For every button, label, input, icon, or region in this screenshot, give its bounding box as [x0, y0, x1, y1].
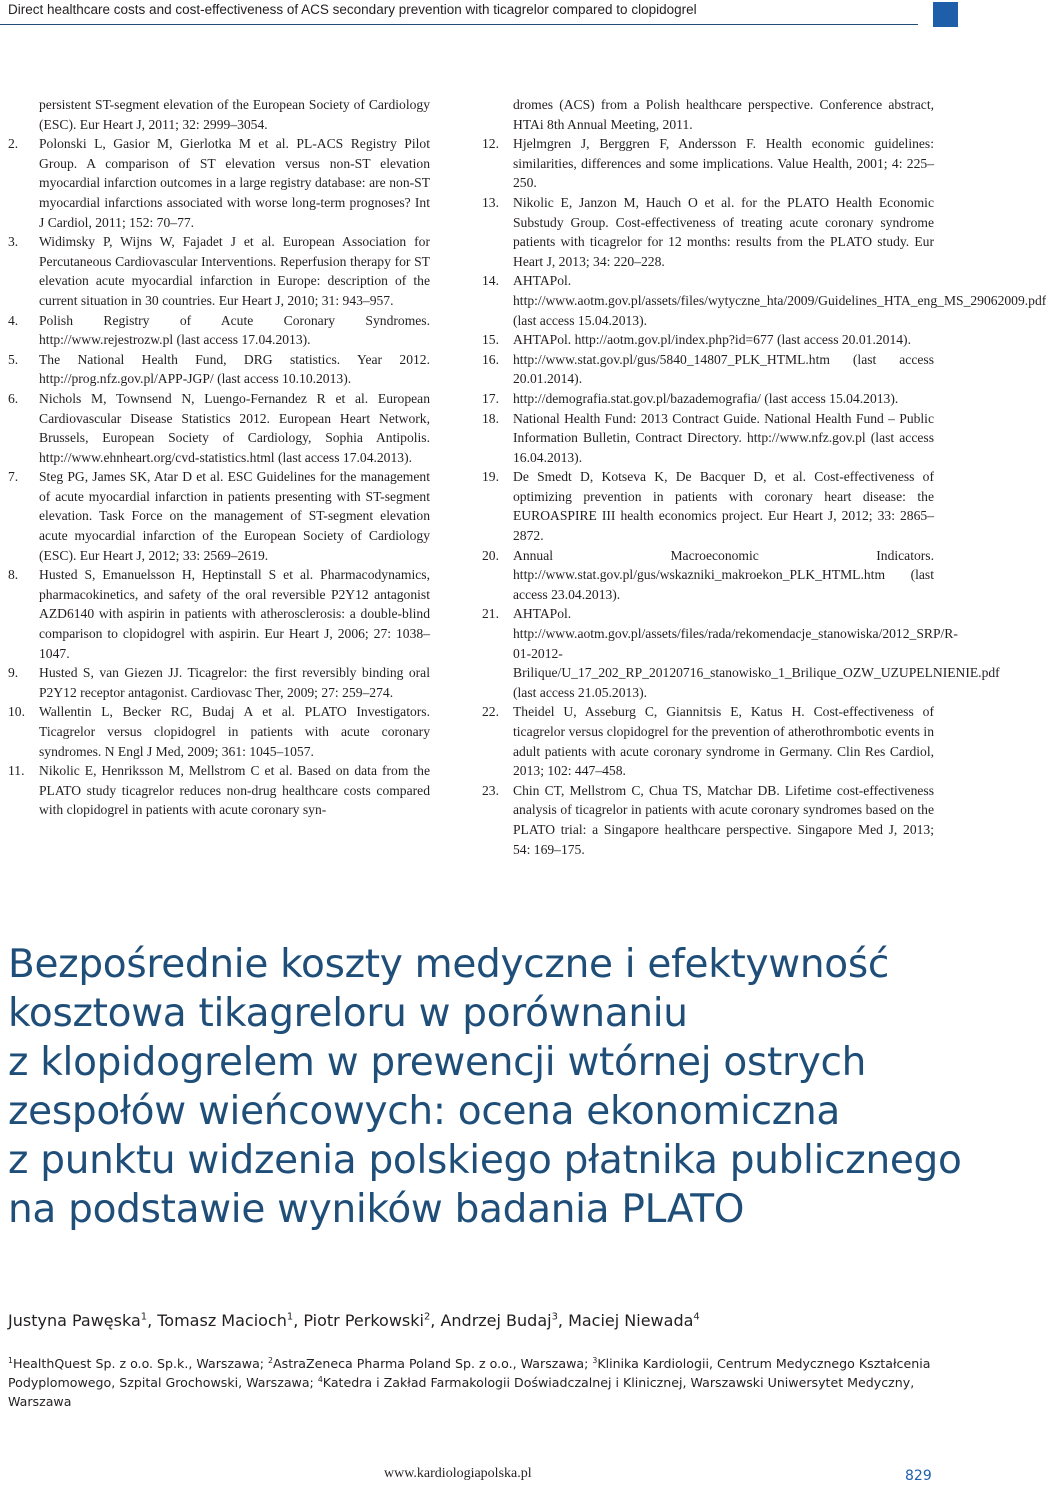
header-accent-square — [933, 2, 958, 27]
reference-item — [8, 761, 430, 820]
affiliation-text: AstraZeneca Pharma Poland Sp. z o.o., Warszawa; — [273, 1356, 593, 1371]
affiliation-mark: 4 — [317, 1374, 323, 1384]
polish-article-title — [8, 940, 962, 1234]
reference-number: 19. — [482, 469, 499, 485]
running-title: Direct healthcare costs and cost-effectiveness of ACS secondary prevention with ticagrelor compared to clopidogrel — [8, 2, 697, 17]
reference-item — [482, 271, 1046, 330]
affiliation-text: Klinika Kardiologii, Centrum Medycznego Kształcenia Podyplomowego, Szpital Grochowski, Warszawa; — [8, 1356, 931, 1390]
reference-number: 4. — [8, 312, 19, 328]
reference-number: 15. — [482, 332, 499, 348]
affiliation-mark: 2 — [268, 1355, 274, 1365]
reference-text: Chin CT, Mellstrom C, Chua TS, Matchar DB. Lifetime cost-effectiveness analysis of ticagrelor in patients with acute coronary syndromes based on the PLATO trial: a Singapore healthcare perspective. Singapore Med J, 2013; 54: 169–175. — [513, 782, 934, 857]
reference-number: 22. — [482, 704, 499, 720]
affiliation-mark: 3 — [592, 1355, 598, 1365]
author-name: Justyna Pawęska — [8, 1311, 141, 1330]
reference-number: 12. — [482, 136, 499, 152]
reference-text: Husted S, Emanuelsson H, Heptinstall S et al. Pharmacodynamics, pharmacokinetics, and safety of the oral reversible P2Y12 antagonist AZD6140 with aspirin in patients with atherosclerosis: a double-blind comparison to clopidogrel with aspirin. Eur Heart J, 2006; 27: 1038–1047. — [39, 567, 430, 661]
reference-text: AHTAPol. http://aotm.gov.pl/index.php?id=677 (last access 20.01.2014). — [513, 332, 911, 348]
author-affiliation-mark: 3 — [551, 1311, 558, 1323]
reference-text: dromes (ACS) from a Polish healthcare perspective. Conference abstract, HTAi 8th Annual Meeting, 2011. — [513, 97, 934, 132]
title-line: z klopidogrelem w prewencji wtórnej ostrych — [8, 1040, 867, 1085]
author-separator: , — [557, 1311, 569, 1330]
reference-item — [482, 467, 934, 545]
reference-text: Polish Registry of Acute Coronary Syndromes. http://www.rejestrozw.pl (last access 17.04.2013). — [39, 312, 430, 348]
reference-item — [8, 232, 430, 310]
references-left-column — [8, 95, 430, 820]
reference-number: 17. — [482, 390, 499, 406]
reference-text: Nichols M, Townsend N, Luengo-Fernandez R et al. European Cardiovascular Disease Statistics 2012. European Heart Network, Brussels, European Society of Cardiology, Sophia Antipolis. http://www.ehnheart.org/cvd-statistics.html (last access 17.04.2013). — [39, 390, 430, 465]
reference-text: Annual Macroeconomic Indicators. http://www.stat.gov.pl/gus/wskazniki_makroekon_PLK_HTML.htm (last access 23.04.2013). — [513, 547, 934, 602]
title-line: Bezpośrednie koszty medyczne i efektywność — [8, 942, 890, 987]
reference-item — [482, 409, 934, 468]
reference-text: Theidel U, Asseburg C, Giannitsis E, Katus H. Cost-effectiveness of ticagrelor versus clopidogrel for the prevention of atherothrombotic events in adult patients with acute coronary syndrome in Germany. Clin Res Cardiol, 2013; 102: 447–458. — [513, 704, 934, 779]
reference-number: 20. — [482, 547, 499, 563]
affiliation-text: HealthQuest Sp. z o.o. Sp.k., Warszawa; — [12, 1356, 269, 1371]
author-name: Maciej Niewada — [568, 1311, 694, 1330]
reference-text: http://www.stat.gov.pl/gus/5840_14807_PLK_HTML.htm (last access 20.01.2014). — [513, 351, 934, 387]
reference-item — [8, 702, 430, 761]
title-line: zespołów wieńcowych: ocena ekonomiczna — [8, 1089, 840, 1134]
title-line: kosztowa tikagreloru w porównaniu — [8, 991, 688, 1036]
reference-number: 8. — [8, 567, 19, 583]
reference-item — [482, 389, 934, 409]
author-affiliation-mark: 1 — [140, 1311, 148, 1323]
author-list — [8, 1311, 700, 1330]
reference-item — [8, 311, 430, 350]
reference-text: Nikolic E, Janzon M, Hauch O et al. for the PLATO Health Economic Substudy Group. Cost-effectiveness of treating acute coronary syndrome patients with ticagrelor for 12 months: results from the PLATO study. Eur Heart J, 2013; 34: 220–228. — [513, 194, 934, 269]
title-line: na podstawie wyników badania PLATO — [8, 1187, 745, 1232]
reference-item — [8, 350, 430, 389]
author-affiliation-mark: 4 — [693, 1311, 700, 1323]
reference-number: 5. — [8, 351, 19, 367]
reference-item — [482, 781, 934, 859]
author-name: Piotr Perkowski — [303, 1311, 424, 1330]
reference-item — [482, 95, 934, 134]
reference-number: 23. — [482, 782, 499, 798]
reference-item — [482, 134, 934, 193]
reference-item — [8, 95, 430, 134]
reference-item — [482, 350, 934, 389]
reference-text: Husted S, van Giezen JJ. Ticagrelor: the first reversibly binding oral P2Y12 receptor antagonist. Cardiovasc Ther, 2009; 27: 259–274. — [39, 665, 430, 700]
reference-item — [8, 565, 430, 663]
reference-number: 6. — [8, 390, 19, 406]
author-name: Tomasz Macioch — [157, 1311, 287, 1330]
reference-item — [8, 389, 430, 467]
reference-text: The National Health Fund, DRG statistics. Year 2012. http://prog.nfz.gov.pl/APP-JGP/ (last access 10.10.2013). — [39, 351, 430, 387]
reference-number: 14. — [482, 273, 499, 289]
reference-item — [8, 134, 430, 232]
affiliation-list — [8, 1354, 938, 1411]
reference-item — [482, 702, 934, 780]
author-affiliation-mark: 2 — [423, 1311, 431, 1323]
reference-number: 9. — [8, 665, 19, 681]
reference-text: Steg PG, James SK, Atar D et al. ESC Guidelines for the management of acute myocardial infarction in patients presenting with ST-segment elevation. Task Force on the management of ST-segment elevation acute myocardial infarction of the European Society of Cardiology (ESC). Eur Heart J, 2012; 33: 2569–2619. — [39, 469, 430, 563]
running-header — [0, 0, 960, 30]
reference-text: Widimsky P, Wijns W, Fajadet J et al. European Association for Percutaneous Cardiovascular Interventions. Reperfusion therapy for ST elevation acute myocardial infarction in Europe: description of the current situation in 30 countries. Eur Heart J, 2010; 31: 943–957. — [39, 234, 430, 308]
reference-item — [482, 546, 934, 605]
reference-number: 21. — [482, 606, 499, 622]
reference-number: 11. — [8, 763, 25, 779]
affiliation-text: Katedra i Zakład Farmakologii Doświadczalnej i Klinicznej, Warszawski Uniwersytet Medyczny, Warszawa — [8, 1375, 915, 1409]
reference-item — [482, 604, 1000, 702]
reference-number: 3. — [8, 234, 19, 250]
journal-url[interactable]: www.kardiologiapolska.pl — [384, 1466, 532, 1481]
reference-number: 10. — [8, 704, 25, 720]
reference-text: Hjelmgren J, Berggren F, Andersson F. Health economic guidelines: similarities, differences and some implications. Value Health, 2001; 4: 225–250. — [513, 136, 934, 191]
author-separator: , — [430, 1311, 441, 1330]
author-name: Andrzej Budaj — [440, 1311, 552, 1330]
reference-number: 2. — [8, 136, 19, 152]
reference-item — [482, 330, 934, 350]
reference-number: 7. — [8, 469, 19, 485]
reference-item — [482, 193, 934, 271]
references-right-column — [482, 95, 1046, 859]
reference-item — [8, 663, 430, 702]
author-separator: , — [147, 1311, 158, 1330]
reference-text: Nikolic E, Henriksson M, Mellstrom C et al. Based on data from the PLATO study ticagrelor reduces non-drug healthcare costs compared with clopidogrel in patients with acute coronary syn- — [39, 763, 430, 818]
reference-text: persistent ST-segment elevation of the European Society of Cardiology (ESC). Eur Heart J, 2011; 32: 2999–3054. — [39, 97, 430, 132]
reference-text: AHTAPol. http://www.aotm.gov.pl/assets/files/rada/rekomendacje_stanowiska/2012_SRP/R-01-2012-Brilique/U_17_202_RP_20120716_stanowisko_1_Brilique_OZW_UZUPELNIENIE.pdf (last access 21.05.2013). — [513, 606, 1000, 700]
reference-text: De Smedt D, Kotseva K, De Bacquer D, et al. Cost-effectiveness of optimizing prevention in patients with coronary heart disease: the EUROASPIRE III health economics project. Eur Heart J, 2012; 33: 2865–2872. — [513, 469, 934, 544]
reference-text: AHTAPol. http://www.aotm.gov.pl/assets/files/wytyczne_hta/2009/Guidelines_HTA_eng_MS_29062009.pdf (last access 15.04.2013). — [513, 273, 1046, 328]
reference-number: 16. — [482, 351, 499, 367]
reference-item — [8, 467, 430, 565]
header-divider — [0, 24, 918, 25]
reference-text: Wallentin L, Becker RC, Budaj A et al. PLATO Investigators. Ticagrelor versus clopidogrel in patients with acute coronary syndromes. N Engl J Med, 2009; 361: 1045–1057. — [39, 704, 430, 759]
author-affiliation-mark: 1 — [286, 1311, 294, 1323]
title-line: z punktu widzenia polskiego płatnika publicznego — [8, 1138, 962, 1183]
reference-text: National Health Fund: 2013 Contract Guide. National Health Fund – Public Information Bulletin, Contract Directory. http://www.nfz.gov.pl (last access 16.04.2013). — [513, 410, 934, 465]
author-separator: , — [293, 1311, 304, 1330]
page-number: 829 — [905, 1468, 932, 1484]
reference-text: http://demografia.stat.gov.pl/bazademografia/ (last access 15.04.2013). — [513, 390, 899, 406]
reference-text: Polonski L, Gasior M, Gierlotka M et al. PL-ACS Registry Pilot Group. A comparison of ST elevation versus non-ST elevation myocardial infarction outcomes in a large registry database: are non-ST myocardial infarctions associated with worse long-term prognoses? Int J Cardiol, 2011; 152: 70–77. — [39, 136, 430, 230]
reference-number: 18. — [482, 410, 499, 426]
reference-number: 13. — [482, 194, 499, 210]
affiliation-mark: 1 — [8, 1355, 13, 1365]
